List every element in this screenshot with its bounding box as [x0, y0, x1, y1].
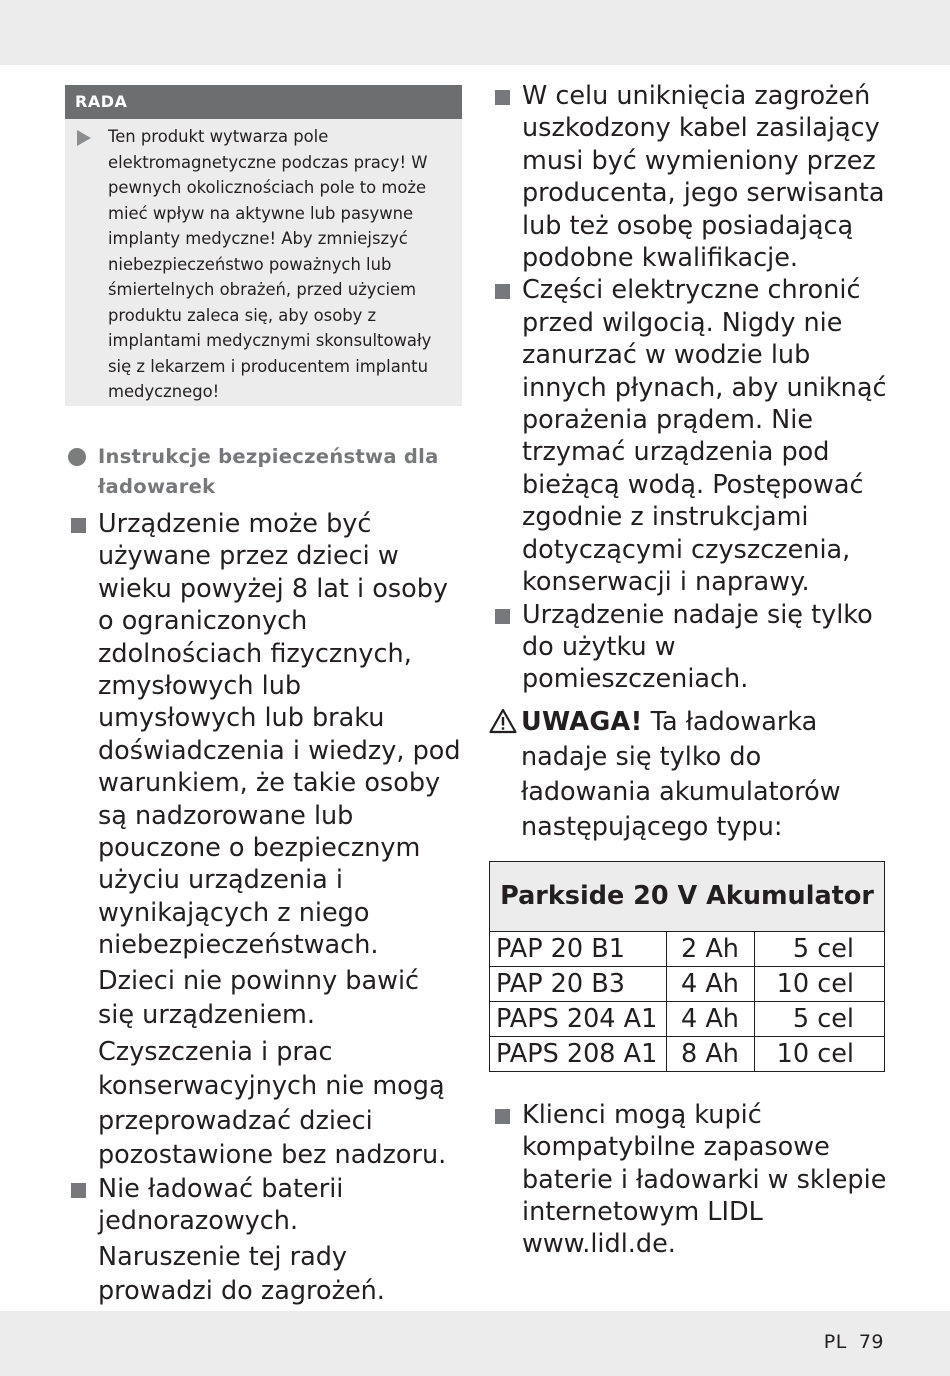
- list-item-note: Czyszczenia i prac konserwacyjnych nie mogą przeprowadzać dzieci pozostawione bez nadzoru.: [98, 1036, 447, 1171]
- table-row: [490, 931, 885, 966]
- language-code: PL: [823, 1331, 847, 1353]
- page-number: 79: [858, 1331, 884, 1353]
- model-cell: PAP 20 B1: [490, 931, 667, 966]
- list-item-text: Klienci mogą kupić kompatybilne zapasowe baterie i ładowarki w sklepie internetowym LIDL www.lidl.de.: [522, 1099, 887, 1260]
- capacity-cell: 4 Ah: [667, 966, 755, 1001]
- list-item-note: Dzieci nie powinny bawić się urządzeniem.: [98, 965, 420, 1031]
- list-item: [489, 599, 889, 696]
- section-heading: [65, 442, 462, 502]
- table-header-row: [490, 861, 885, 931]
- tip-header: RADA: [65, 85, 462, 119]
- model-cell: PAP 20 B3: [490, 966, 667, 1001]
- table-header: Parkside 20 V Akumulator: [490, 861, 885, 931]
- table-row: [490, 1036, 885, 1071]
- list-item-note: Naruszenie tej rady prowadzi do zagrożeń.: [98, 1241, 385, 1306]
- bullet-square-icon: [495, 90, 510, 105]
- capacity-cell: 4 Ah: [667, 1001, 755, 1036]
- tip-body: [65, 119, 462, 405]
- list-item-text: Części elektryczne chronić przed wilgocią. Nigdy nie zanurzać w wodzie lub innych płynach, aby uniknąć porażenia prądem. Nie trzymać urządzenia pod bieżącą wodą. Postępować zgodnie z instrukcjami dotyczącymi czyszczenia, konserwacji i naprawy.: [522, 275, 887, 598]
- cells-cell: 5 cel: [755, 931, 885, 966]
- cells-cell: 10 cel: [755, 966, 885, 1001]
- warning-label: UWAGA!: [521, 706, 643, 737]
- list-item: [489, 1099, 889, 1261]
- bottom-band: [0, 1311, 950, 1376]
- list-item: [65, 1173, 462, 1309]
- cells-cell: 10 cel: [755, 1036, 885, 1071]
- list-item: [489, 274, 889, 598]
- model-cell: PAPS 204 A1: [490, 1001, 667, 1036]
- bullet-circle-icon: [68, 448, 86, 466]
- list-item-text: Urządzenie może być używane przez dzieci w wieku powyżej 8 lat i osoby o ograniczonych zdolnościach fizycznych, zmysłowych lub umysłowych lub braku doświadczenia i wiedzy, pod warunkiem, że takie osoby są nadzorowane lub pouczone o bezpiecznym użyciu urządzenia i wynikających z niego niebezpieczeństwach.: [98, 509, 461, 961]
- left-column: [65, 85, 462, 1309]
- warning-block: [489, 705, 889, 845]
- battery-table: [489, 861, 885, 1072]
- section-heading-text: Instrukcje bezpieczeństwa dla ładowarek: [98, 445, 439, 498]
- play-arrow-icon: [77, 130, 91, 146]
- table-row: [490, 966, 885, 1001]
- warning-triangle-icon: [489, 708, 517, 734]
- right-column: [489, 80, 889, 1261]
- bullet-square-icon: [495, 1109, 510, 1124]
- capacity-cell: 2 Ah: [667, 931, 755, 966]
- capacity-cell: 8 Ah: [667, 1036, 755, 1071]
- bullet-square-icon: [71, 1183, 86, 1198]
- list-item: [489, 80, 889, 274]
- warning-text: Ta ładowarka nadaje się tylko do ładowania akumulatorów następującego typu:: [521, 706, 841, 842]
- list-item-text: W celu uniknięcia zagrożeń uszkodzony kabel zasilający musi być wymieniony przez producenta, jego serwisanta lub też osobę posiadającą podobne kwalifikacje.: [522, 81, 885, 274]
- list-item: [65, 508, 462, 1173]
- table-row: [490, 1001, 885, 1036]
- cells-cell: 5 cel: [755, 1001, 885, 1036]
- bullet-square-icon: [71, 518, 86, 533]
- bullet-square-icon: [495, 609, 510, 624]
- page-footer: [824, 1331, 884, 1353]
- top-band: [0, 0, 950, 65]
- list-item-text: Urządzenie nadaje się tylko do użytku w pomieszczeniach.: [522, 599, 873, 695]
- tip-box: [65, 85, 462, 406]
- bullet-square-icon: [495, 284, 510, 299]
- model-cell: PAPS 208 A1: [490, 1036, 667, 1071]
- tip-text: Ten produkt wytwarza pole elektromagnetyczne podczas pracy! W pewnych okolicznościach pole to może mieć wpływ na aktywne lub pasywne implanty medyczne! Aby zmniejszyć niebezpieczeństwo poważnych lub śmiertelnych obrażeń, przed użyciem produktu zaleca się, aby osoby z implantami medycznymi skonsultowały się z lekarzem i producentem implantu medycznego!: [108, 127, 432, 401]
- list-item-text: Nie ładować baterii jednorazowych.: [98, 1173, 344, 1237]
